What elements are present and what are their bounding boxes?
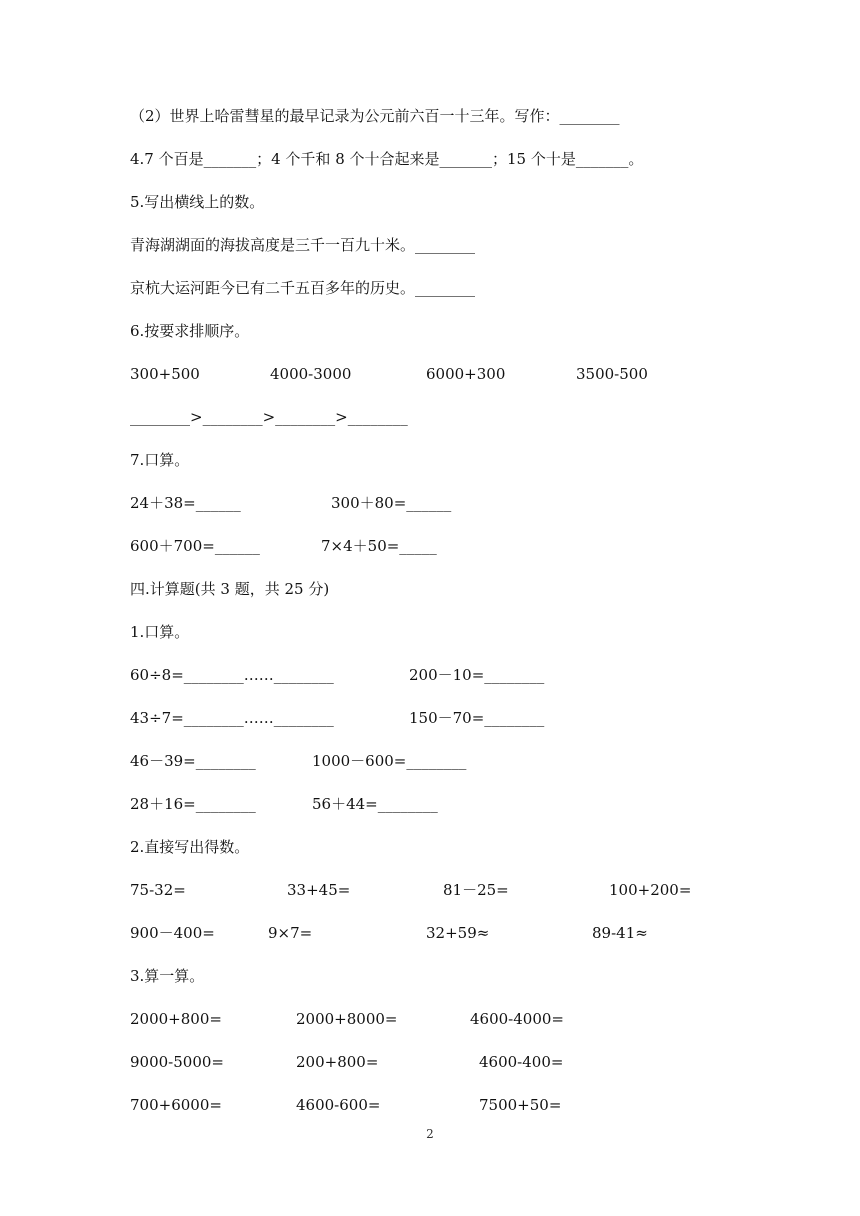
calc-item: 100+200= [609,881,692,899]
calc-item: 32+59≈ [426,924,490,942]
calc-item: 700+6000= [130,1096,222,1114]
calc-item: 75-32= [130,881,186,899]
calc-item: 150－70=________ [409,709,545,727]
question-heading: 6.按要求排顺序。 [130,322,250,340]
sort-item: 4000-3000 [270,365,352,383]
question-heading: 7.口算。 [130,451,190,469]
question-heading: 1.口算。 [130,623,190,641]
calc-item: 60÷8=________……________ [130,666,334,684]
calc-item: 89-41≈ [592,924,648,942]
section-heading: 四.计算题(共 3 题，共 25 分) [130,580,330,598]
calc-item: 33+45= [287,881,351,899]
calc-item: 4600-600= [296,1096,381,1114]
calc-item: 9000-5000= [130,1053,224,1071]
calc-item: 900－400= [130,924,215,942]
mental-calc-item: 300＋80=______ [331,494,452,512]
question-heading: 3.算一算。 [130,967,205,985]
mental-calc-item: 24＋38=______ [130,494,241,512]
question-heading: 5.写出横线上的数。 [130,193,265,211]
sort-order-blanks: ________>________>________>________ [130,408,408,426]
calc-item: 1000－600=________ [312,752,467,770]
calc-item: 9×7= [268,924,313,942]
calc-item: 2000+800= [130,1010,222,1028]
question-line: 4.7 个百是_______；4 个千和 8 个十合起来是_______；15 个十是_______。 [130,150,644,168]
calc-item: 200－10=________ [409,666,545,684]
page-number: 2 [426,1127,434,1141]
calc-item: 81－25= [443,881,509,899]
calc-item: 4600-4000= [470,1010,564,1028]
calc-item: 28＋16=________ [130,795,256,813]
calc-item: 200+800= [296,1053,379,1071]
sort-item: 3500-500 [576,365,648,383]
calc-item: 43÷7=________……________ [130,709,334,727]
calc-item: 46－39=________ [130,752,256,770]
sort-item: 300+500 [130,365,200,383]
calc-item: 4600-400= [479,1053,564,1071]
question-line: 青海湖湖面的海拔高度是三千一百九十米。________ [130,236,476,254]
question-line: 京杭大运河距今已有二千五百多年的历史。________ [130,279,476,297]
calc-item: 56＋44=________ [312,795,438,813]
question-heading: 2.直接写出得数。 [130,838,250,856]
mental-calc-item: 600＋700=______ [130,537,260,555]
calc-item: 2000+8000= [296,1010,398,1028]
mental-calc-item: 7×4＋50=_____ [321,537,437,555]
sort-item: 6000+300 [426,365,506,383]
calc-item: 7500+50= [479,1096,562,1114]
question-line: （2）世界上哈雷彗星的最早记录为公元前六百一十三年。写作：________ [130,107,620,125]
